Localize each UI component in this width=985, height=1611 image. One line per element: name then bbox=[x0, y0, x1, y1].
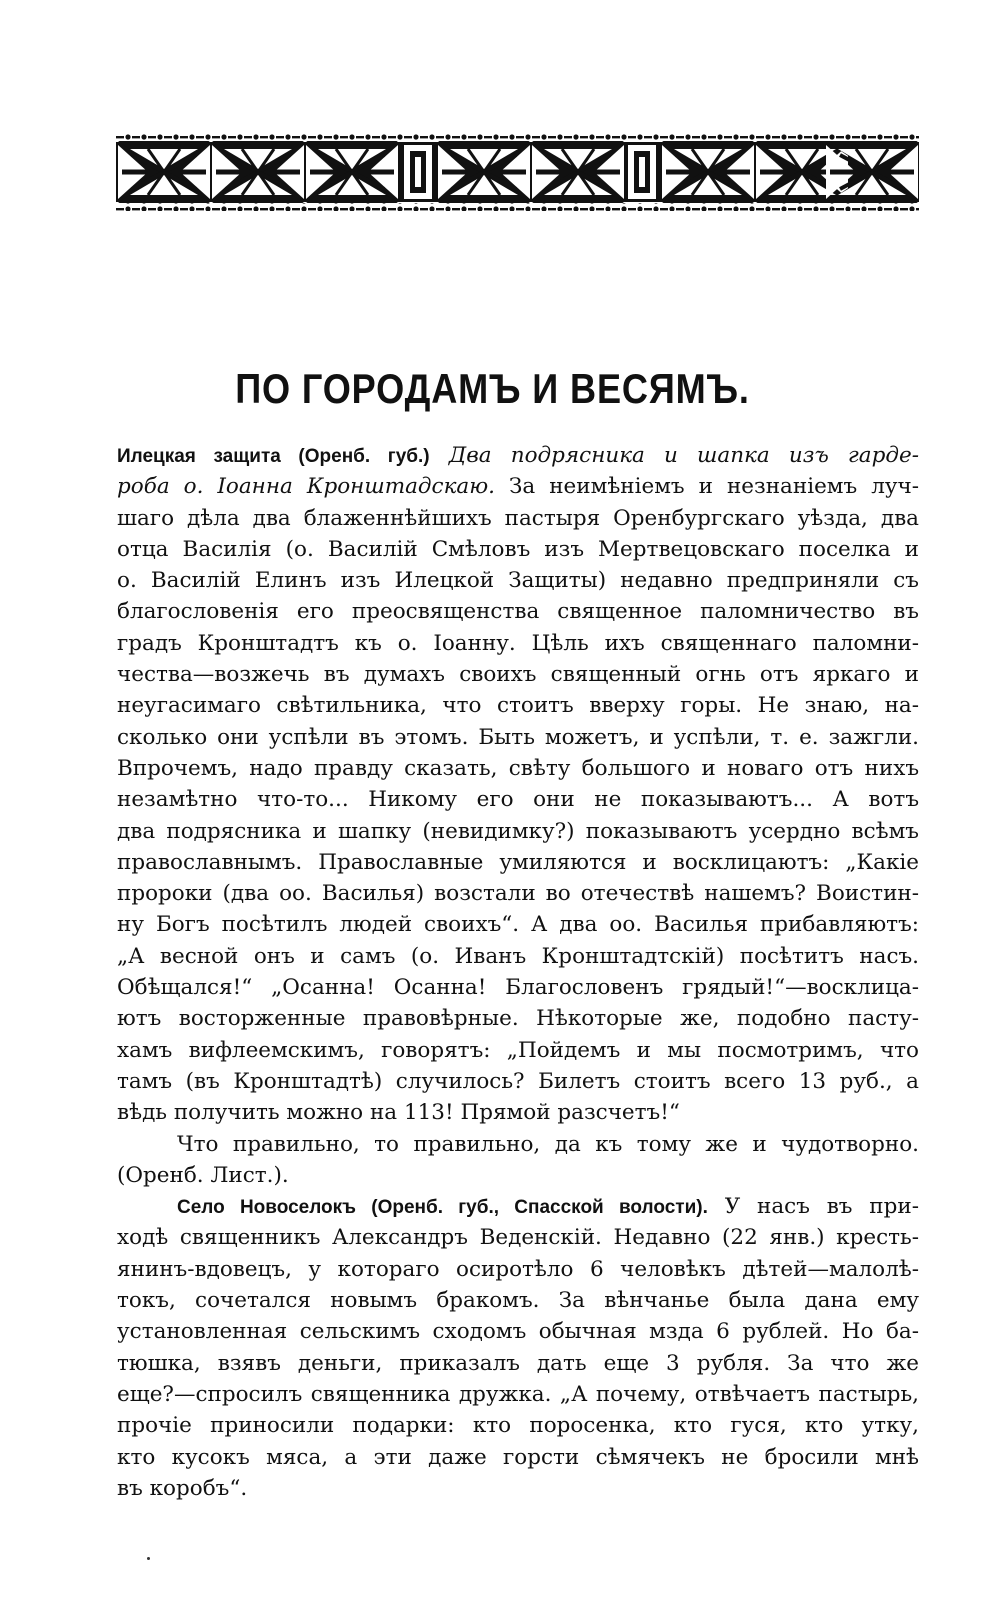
line-text: неугасимаго свѣтильника, что стоитъ вверху горы. Не знаю, на- bbox=[117, 693, 919, 719]
line-text: градъ Кронштадтъ къ о. Іоанну. Цѣль ихъ священнаго паломни- bbox=[117, 630, 919, 656]
line-text: Что правильно, то правильно, да къ тому же и чудотворно. bbox=[177, 1131, 919, 1157]
line-text: въ коробъ“. bbox=[117, 1475, 248, 1501]
text-line bbox=[117, 659, 919, 690]
print-speck bbox=[147, 1557, 150, 1560]
text-line bbox=[117, 878, 919, 909]
line-text: (Оренб. Лист.). bbox=[117, 1162, 289, 1188]
italic-subtitle: роба о. Іоанна Кронштадскаю. bbox=[117, 474, 495, 500]
text-line bbox=[117, 1097, 919, 1128]
text-line bbox=[117, 690, 919, 721]
article-text bbox=[117, 440, 919, 1504]
text-line bbox=[117, 1222, 919, 1253]
text-line bbox=[117, 1003, 919, 1034]
text-line bbox=[117, 1442, 919, 1473]
line-text: отца Василія (о. Василій Смѣловъ изъ Мертвецовскаго поселка и bbox=[117, 536, 919, 562]
text-line bbox=[117, 503, 919, 534]
line-text: ютъ восторженные правовѣрные. Нѣкоторые же, подобно пасту- bbox=[117, 1006, 919, 1032]
line-text: ну Богъ посѣтилъ людей своихъ“. А два оо. Василья прибавляютъ: bbox=[117, 912, 919, 938]
text-line bbox=[117, 1473, 919, 1504]
text-line bbox=[117, 534, 919, 565]
line-text: чества—возжечь въ думахъ своихъ священный огнь отъ яркаго и bbox=[117, 662, 919, 688]
line-text: кто кусокъ мяса, а эти даже горсти сѣмячекъ не бросили мнѣ bbox=[117, 1444, 919, 1470]
text-line bbox=[117, 471, 919, 502]
line-text: благословенія его преосвященства священное паломничество въ bbox=[117, 599, 919, 625]
text-line bbox=[117, 440, 919, 471]
line-text: тамъ (въ Кронштадтѣ) случилось? Билетъ стоитъ всего 13 руб., а bbox=[117, 1068, 919, 1094]
text-line bbox=[117, 596, 919, 627]
section-heading: Село Новоселокъ (Оренб. губ., Спасской волости). bbox=[177, 1197, 708, 1219]
folk-ornament-icon bbox=[116, 133, 919, 211]
line-text: хамъ вифлеемскимъ, говорятъ: „Пойдемъ и мы посмотримъ, что bbox=[117, 1037, 919, 1063]
text-line bbox=[117, 1285, 919, 1316]
section-heading: Илецкая защита (Оренб. губ.) bbox=[117, 446, 430, 467]
italic-subtitle: Два подрясника и шапка изъ гарде- bbox=[448, 443, 919, 468]
text-line bbox=[117, 753, 919, 784]
text-line bbox=[117, 628, 919, 659]
text-line bbox=[117, 1410, 919, 1441]
line-text: Впрочемъ, надо правду сказать, свѣту большого и новаго отъ нихъ bbox=[117, 755, 919, 781]
text-line bbox=[117, 941, 919, 972]
text-line bbox=[117, 1129, 919, 1160]
line-text: У насъ въ при- bbox=[724, 1194, 919, 1220]
line-text: токъ, сочетался новымъ бракомъ. За вѣнчанье была дана ему bbox=[117, 1288, 919, 1314]
text-line bbox=[117, 816, 919, 847]
line-text: два подрясника и шапку (невидимку?) показываютъ усердно всѣмъ bbox=[117, 818, 919, 844]
line-text: установленная сельскимъ сходомъ обычная мзда 6 рублей. Но ба- bbox=[117, 1319, 919, 1345]
text-line bbox=[117, 1316, 919, 1347]
line-text: вѣдь получить можно на 113! Прямой разсчетъ!“ bbox=[117, 1100, 680, 1126]
text-line bbox=[117, 1191, 919, 1222]
line-text: о. Василій Елинъ изъ Илецкой Защиты) недавно предприняли съ bbox=[117, 568, 919, 594]
text-line bbox=[117, 1066, 919, 1097]
text-line bbox=[117, 1254, 919, 1285]
line-text: шаго дѣла два блаженнѣйшихъ пастыря Оренбургскаго уѣзда, два bbox=[117, 505, 919, 531]
text-line bbox=[117, 972, 919, 1003]
text-line bbox=[117, 1160, 919, 1191]
page-title: ПО ГОРОДАМЪ И ВЕСЯМЪ. bbox=[235, 365, 750, 412]
line-text: За неимѣніемъ и незнаніемъ луч- bbox=[509, 474, 919, 500]
text-line bbox=[117, 722, 919, 753]
line-text: „А весной онъ и самъ (о. Иванъ Кронштадтскій) посѣтитъ насъ. bbox=[117, 943, 919, 969]
text-line bbox=[117, 784, 919, 815]
line-text: пророки (два оо. Василья) возстали во отечествѣ нашемъ? Воистин- bbox=[117, 881, 919, 907]
line-text: прочіе приносили подарки: кто поросенка, кто гуся, кто утку, bbox=[117, 1413, 919, 1439]
line-text: янинъ-вдовецъ, у котораго осиротѣло 6 человѣкъ дѣтей—малолѣ- bbox=[117, 1256, 919, 1282]
text-line bbox=[117, 909, 919, 940]
text-line bbox=[117, 565, 919, 596]
line-text: еще?—спросилъ священника дружка. „А почему, отвѣчаетъ пастырь, bbox=[117, 1381, 919, 1407]
text-line bbox=[117, 1379, 919, 1410]
line-text: незамѣтно что-то... Никому его они не показываютъ... А вотъ bbox=[117, 787, 919, 813]
text-line bbox=[117, 1348, 919, 1379]
line-text: сколько они успѣли въ этомъ. Быть можетъ, и успѣли, т. е. зажгли. bbox=[117, 724, 919, 750]
line-text: ходѣ священникъ Александръ Веденскій. Недавно (22 янв.) кресть- bbox=[117, 1225, 919, 1251]
line-text: православнымъ. Православные умиляются и восклицаютъ: „Какіе bbox=[117, 849, 919, 875]
text-line bbox=[117, 1035, 919, 1066]
line-text: тюшка, взявъ деньги, приказалъ дать еще 3 рубля. За что же bbox=[117, 1350, 919, 1376]
line-text: Обѣщался!“ „Осанна! Осанна! Благословенъ грядый!“—восклица- bbox=[117, 975, 919, 1001]
text-line bbox=[117, 847, 919, 878]
